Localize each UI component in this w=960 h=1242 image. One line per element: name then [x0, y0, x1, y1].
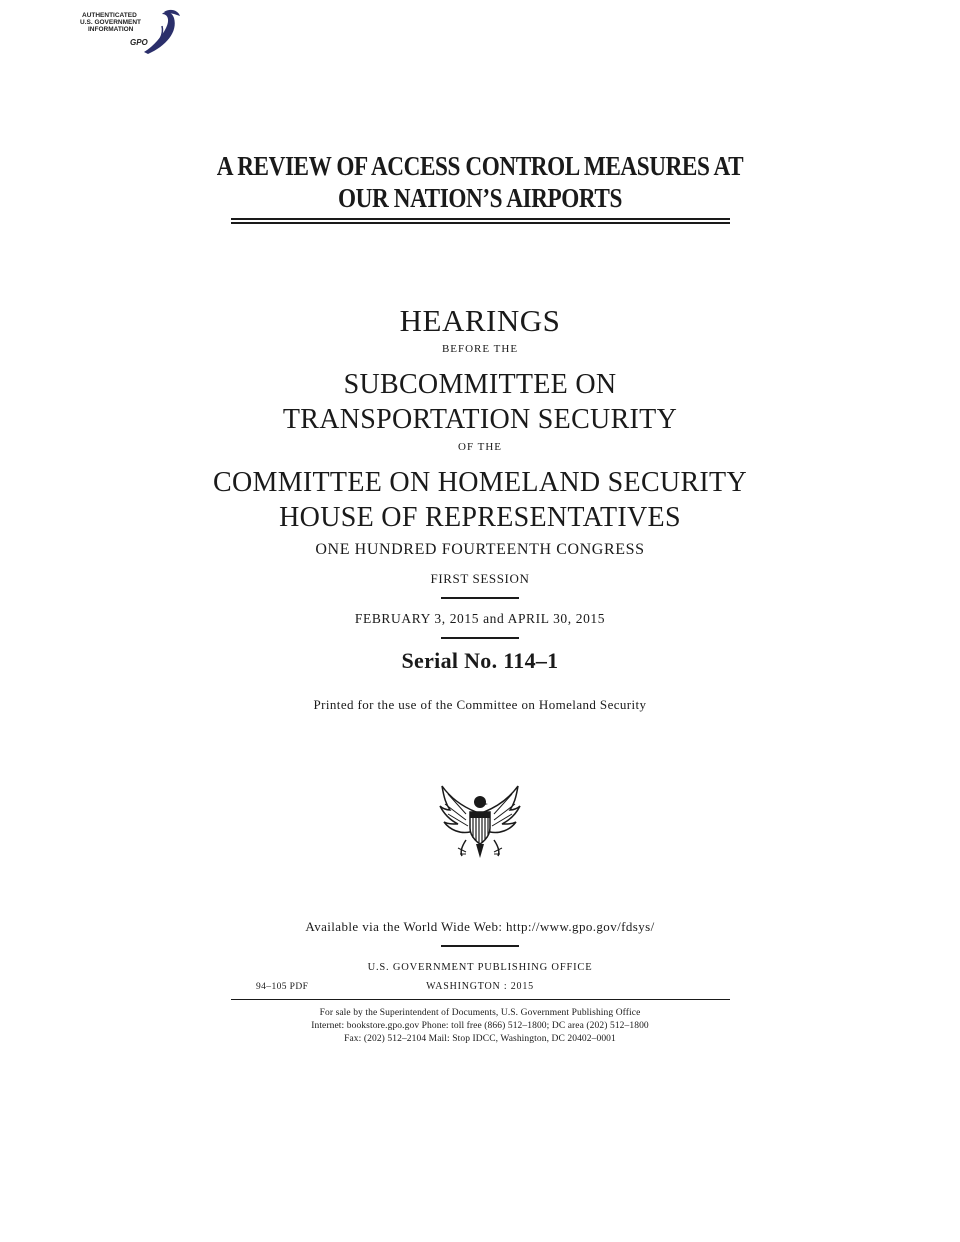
- logo-line-3: INFORMATION: [88, 26, 134, 33]
- sale-info-line-1: For sale by the Superintendent of Documents, U.S. Government Publishing Office: [319, 1008, 641, 1018]
- pdf-number: 94–105 PDF: [256, 982, 309, 992]
- title-rule-top: [231, 218, 730, 220]
- congress-label: ONE HUNDRED FOURTEENTH CONGRESS: [315, 541, 645, 558]
- logo-line-1: AUTHENTICATED: [82, 12, 137, 19]
- of-the-label: OF THE: [458, 441, 502, 453]
- logo-line-2: U.S. GOVERNMENT: [80, 19, 142, 26]
- imprint-rule: [231, 999, 730, 1000]
- title-line-1: A REVIEW OF ACCESS CONTROL MEASURES AT: [216, 151, 744, 181]
- sale-info-line-3: Fax: (202) 512–2104 Mail: Stop IDCC, Washington, DC 20402–0001: [344, 1034, 616, 1044]
- hearing-dates: FEBRUARY 3, 2015 and APRIL 30, 2015: [354, 611, 606, 626]
- committee-line-1: COMMITTEE ON HOMELAND SECURITY: [213, 467, 747, 498]
- subcommittee-name: [0, 367, 960, 437]
- serial-number: Serial No. 114–1: [401, 648, 559, 673]
- hearings-heading: HEARINGS: [399, 303, 561, 338]
- eagle-seal-icon: [436, 782, 524, 866]
- place-and-year: WASHINGTON : 2015: [426, 981, 534, 992]
- committee-line-2: HOUSE OF REPRESENTATIVES: [279, 502, 681, 533]
- gpo-bird-icon: [134, 6, 184, 58]
- session-label: FIRST SESSION: [430, 571, 530, 586]
- title-rule-bottom: [231, 222, 730, 224]
- title-line-2: OUR NATION’S AIRPORTS: [338, 183, 622, 213]
- gpo-authentication-logo: [74, 6, 186, 58]
- printed-for-note: Printed for the use of the Committee on Homeland Security: [313, 697, 647, 712]
- sale-info-line-2: Internet: bookstore.gpo.gov Phone: toll free (866) 512–1800; DC area (202) 512–1800: [311, 1021, 649, 1031]
- web-availability-note: Available via the World Wide Web: http://www.gpo.gov/fdsys/: [305, 919, 655, 934]
- before-the-label: BEFORE THE: [441, 343, 519, 355]
- logo-gpo-mark: GPO: [130, 38, 148, 47]
- document-title: [67, 150, 893, 214]
- publishing-office: U.S. GOVERNMENT PUBLISHING OFFICE: [367, 962, 593, 973]
- availability-rule: [441, 945, 519, 947]
- dates-rule: [441, 637, 519, 639]
- session-rule: [441, 597, 519, 599]
- committee-name: [0, 465, 960, 535]
- subcommittee-line-2: TRANSPORTATION SECURITY: [282, 404, 678, 435]
- subcommittee-line-1: SUBCOMMITTEE ON: [343, 369, 617, 400]
